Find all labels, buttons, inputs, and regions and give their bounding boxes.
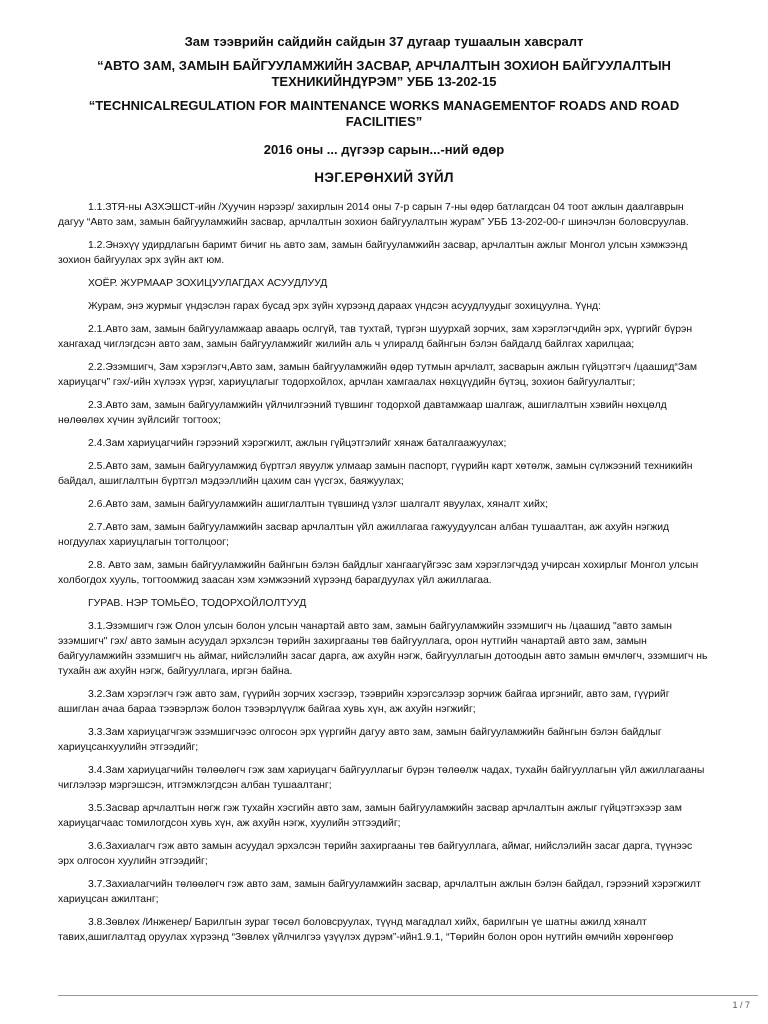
paragraph: 3.7.Захиалагчийн төлөөлөгч гэж авто зам, замын байгууламжийн засвар, арчлалтын ажлын бэлэн байдал, гэрээний хэрэгжилт хариуцсан ажилтанг;: [58, 879, 701, 905]
paragraph: 2.3.Авто зам, замын байгууламжийн үйлчилгээний түвшинг тодорхой давтамжаар шалгаж, ашиглалтын хэвийн нөхцөлд нөлөөлөх хүчин зүйлсийг тогтоох;: [58, 400, 667, 426]
paragraph: 2.7.Авто зам, замын байгууламжийн засвар арчлалтын үйл ажиллагаа гажуудуулсан албан тушаалтан, аж ахуйн нэгжид ногдуулах хариуцлагын тогтолцоог;: [58, 522, 670, 548]
paragraph: 3.2.Зам хэрэглэгч гэж авто зам, гүүрийн зорчих хэсгээр, тээврийн хэрэгсэлээр зорчиж байгаа иргэнийг, авто зам, гүүрийг ашиглан ачаа бараа тээвэрлэж болон тээвэрлүүлж байгаа хувь хүн, аж ахуйн нэгжийг;: [58, 689, 670, 715]
regulation-title-mn: “АВТО ЗАМ, ЗАМЫН БАЙГУУЛАМЖИЙН ЗАСВАР, АРЧЛАЛТЫН ЗОХИОН БАЙГУУЛАЛТЫН ТЕХНИКИЙНДҮРЭМ” УББ 13-202-15: [97, 58, 671, 89]
paragraph: 3.4.Зам хариуцагчийн төлөөлөгч гэж зам хариуцагч байгууллагыг бүрэн төлөөлж чадах, тухайн байгууллагын үйл ажиллагааны чиглэлээр мэргэшсэн, итгэмжлэгдсэн албан тушаалтанг;: [58, 765, 705, 791]
section-heading-general: НЭГ.ЕРӨНХИЙ ЗҮЙЛ: [314, 170, 454, 185]
paragraph: 3.6.Захиалагч гэж авто замын асуудал эрхэлсэн төрийн захиргааны төв байгууллага, аймаг, нийслэлийн засаг дарга, түүнээс эрх олгосон хуулийн этгээдийг;: [58, 841, 693, 867]
document-date: 2016 оны ... дүгээр сарын...-ний өдөр: [263, 142, 505, 157]
page-number: 1 / 7: [732, 1000, 750, 1010]
paragraph: 2.8. Авто зам, замын байгууламжийн байнгын бэлэн байдлыг хангаагүйгээс зам хэрэглэгчдэд учирсан хохирлыг Монгол улсын холбогдох хууль, тогтоомжид заасан хэм хэмжээний хүрээнд барагдуулах үйл ажиллагаа.: [58, 560, 699, 586]
paragraph: 3.5.Засвар арчлалтын нөгж гэж тухайн хэсгийн авто зам, замын байгууламжийн засвар арчлалтын ажлыг гүйцэтгэхээр зам хариуцагчаас томилогдсон хувь хүн, аж ахуйн нэгж, хуулийн этгээдийг;: [58, 803, 682, 829]
paragraph: 2.1.Авто зам, замын байгууламжаар аваарь ослгүй, тав тухтай, түргэн шуурхай зорчих, зам хэрэглэгчдийн эрх, үүргийг бүрэн хангахад чиглэгдсэн авто зам, замын байгууламжийг жилийн аль ч улиралд байнгын бэлэн байдалд байлгах харилцаа;: [58, 324, 693, 350]
paragraph: Журам, энэ журмыг үндэслэн гарах бусад эрх зүйн хүрээнд дараах үндсэн асуудлуудыг зохицуулна. Үүнд:: [88, 301, 602, 312]
paragraph: 2.4.Зам хариуцагчийн гэрээний хэрэгжилт, ажлын гүйцэтгэлийг хянаж баталгаажуулах;: [88, 438, 507, 449]
order-attachment-line: Зам тээврийн сайдийн сайдын 37 дугаар тушаалын хавсралт: [184, 34, 584, 49]
footer-divider: [58, 995, 758, 996]
paragraph: 1.2.Энэхүү удирдлагын баримт бичиг нь авто зам, замын байгууламжийн засвар, арчлалтын ажлыг Монгол улсын хэмжээнд зохион байгуулах эрх зүйн акт юм.: [58, 240, 688, 266]
section-heading: ГУРАВ. НЭР ТОМЬЁО, ТОДОРХОЙЛОЛТУУД: [88, 598, 307, 609]
paragraph: 3.8.Зөвлөх /Инженер/ Барилгын зураг төсөл боловсруулах, түүнд магадлал хийх, барилгын үе шатны ажилд хяналт тавих,ашиглалтад оруулах хүрээнд “Зөвлөх үйлчилгээ үзүүлэх дүрэм”-ийн1.9.1, “Төрийн болон орон нутгийн өмчийн хөрөнгөөр: [58, 917, 674, 943]
paragraph: 3.1.Эзэмшигч гэж Олон улсын болон улсын чанартай авто зам, замын байгууламжийн эзэмшигч нь /цаашид "авто замын эзэмшигч" гэх/ авто замын асуудал эрхэлсэн төрийн захиргааны төв байгууллага, орон нутгийн чанартай авто зам, замын байгууламжийн эзэмшигч нь аймаг, нийслэлийн засаг дарга, аж ахуйн нэгж, байгууллагын дотоодын авто замын өмчлөгч, эзэмшигч нь тухайн аж ахуйн нэгж, байгууллага, иргэн байна.: [58, 621, 708, 677]
section-heading: ХОЁР. ЖУРМААР ЗОХИЦУУЛАГДАХ АСУУДЛУУД: [88, 278, 328, 289]
paragraph: 2.6.Авто зам, замын байгууламжийн ашиглалтын түвшинд үзлэг шалгалт явуулах, хяналт хийх;: [88, 499, 548, 510]
paragraph: 3.3.Зам хариуцагчгэж эзэмшигчээс олгосон эрх үүргийн дагуу авто зам, замын байгууламжийн байнгын бэлэн байдлыг хариуцсанхуулийн этгээдийг;: [58, 727, 662, 753]
paragraph: 2.2.Эзэмшигч, Зам хэрэглэгч,Авто зам, замын байгууламжийн өдөр тутмын арчлалт, засварын ажлын гүйцэтгэгч /цаашид“Зам хариуцагч” гэх/-ийн хүлээх үүрэг, хариуцлагыг тодорхойлох, арчлан хамгаалах нөхцүүдийн бүтэц, зохион байгуулалтыг;: [58, 362, 698, 388]
regulation-title-en: “TECHNICALREGULATION FOR MAINTENANCE WORKS MANAGEMENTOF ROADS AND ROAD FACILITIES”: [88, 98, 680, 129]
paragraph: 1.1.ЗТЯ-ны АЗХЭШСТ-ийн /Хуучин нэрээр/ захирлын 2014 оны 7-р сарын 7-ны өдөр батлагдсан 04 тоот ажлын даалгаврын дагуу “Авто зам, замын байгууламжийн засвар, арчлалтын зохион байгуулалтын журам” УББ 13-202-00-г шинэчлэн боловсруулав.: [58, 202, 689, 228]
paragraph: 2.5.Авто зам, замын байгууламжид бүртгэл явуулж улмаар замын паспорт, гүүрийн карт хөтөлж, замын сүлжээний техникийн байдал, ашиглалтын бүртгэл мэдээллийн цахим сан үүсгэх, баяжуулах;: [58, 461, 693, 487]
document-content: [58, 34, 710, 953]
